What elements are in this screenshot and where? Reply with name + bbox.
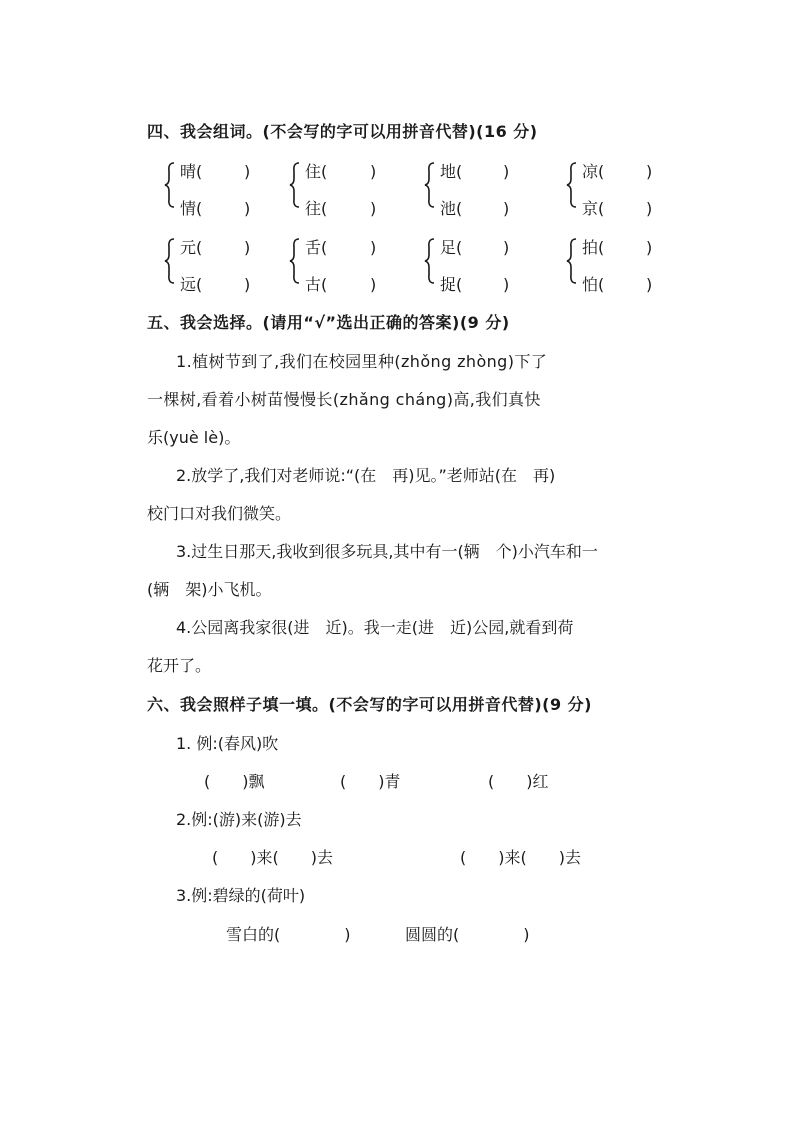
left-brace-icon: [424, 162, 436, 206]
pair-top-char: 住(: [305, 162, 328, 181]
s5-line-9: 花开了。: [147, 656, 212, 675]
pair-top-char: 足(: [440, 238, 463, 257]
s6-ex1-blank-2: ( )青: [340, 772, 401, 791]
pair-top-close-paren: ): [244, 162, 251, 181]
pair-bottom-close-paren: ): [244, 275, 251, 294]
pair-bottom-char: 池(: [440, 199, 463, 218]
pair-top-char: 元(: [180, 238, 203, 257]
s6-ex1-blank-1: ( )飘: [204, 772, 265, 791]
pair-top-close-paren: ): [646, 238, 653, 257]
pair-bottom-char: 远(: [180, 275, 203, 294]
pair-bottom-close-paren: ): [503, 199, 510, 218]
left-brace-icon: [289, 162, 301, 206]
pair-top-close-paren: ): [370, 162, 377, 181]
left-brace-icon: [164, 162, 176, 206]
s6-ex3-blank-1: 雪白的( ): [226, 925, 351, 944]
s6-ex2-blank-1: ( )来( )去: [212, 848, 333, 867]
pair-bottom-close-paren: ): [646, 199, 653, 218]
section4-heading: 四、我会组词。(不会写的字可以用拼音代替)(16 分): [147, 122, 538, 141]
pair-bottom-char: 捉(: [440, 275, 463, 294]
pair-top-char: 舌(: [305, 238, 328, 257]
pair-top-char: 地(: [440, 162, 463, 181]
pair-top-close-paren: ): [503, 162, 510, 181]
pair-bottom-close-paren: ): [646, 275, 653, 294]
s5-line-1: 1.植树节到了,我们在校园里种(zhǒng zhòng)下了: [176, 352, 548, 371]
left-brace-icon: [164, 238, 176, 282]
pair-top-close-paren: ): [503, 238, 510, 257]
s6-ex2-blank-2: ( )来( )去: [460, 848, 581, 867]
pair-bottom-close-paren: ): [370, 199, 377, 218]
left-brace-icon: [566, 238, 578, 282]
left-brace-icon: [566, 162, 578, 206]
pair-bottom-char: 情(: [180, 199, 203, 218]
pair-bottom-char: 京(: [582, 199, 605, 218]
pair-bottom-char: 怕(: [582, 275, 605, 294]
section6-heading: 六、我会照样子填一填。(不会写的字可以用拼音代替)(9 分): [147, 695, 592, 714]
pair-top-char: 晴(: [180, 162, 203, 181]
s6-example-2-label: 2.例:(游)来(游)去: [176, 810, 302, 829]
s6-example-3-label: 3.例:碧绿的(荷叶): [176, 886, 306, 905]
section5-heading: 五、我会选择。(请用“√”选出正确的答案)(9 分): [147, 313, 510, 332]
left-brace-icon: [289, 238, 301, 282]
s5-line-6: 3.过生日那天,我收到很多玩具,其中有一(辆 个)小汽车和一: [176, 542, 598, 561]
pair-top-close-paren: ): [646, 162, 653, 181]
pair-bottom-close-paren: ): [370, 275, 377, 294]
s6-example-1-label: 1. 例:(春风)吹: [176, 734, 279, 753]
pair-top-close-paren: ): [370, 238, 377, 257]
s5-line-2: 一棵树,看着小树苗慢慢长(zhǎng cháng)高,我们真快: [147, 390, 541, 409]
pair-top-char: 拍(: [582, 238, 605, 257]
s5-line-5: 校门口对我们微笑。: [147, 504, 292, 523]
pair-top-close-paren: ): [244, 238, 251, 257]
s5-line-4: 2.放学了,我们对老师说:“(在 再)见。”老师站(在 再): [176, 466, 556, 485]
pair-bottom-close-paren: ): [503, 275, 510, 294]
s6-ex3-blank-2: 圆圆的( ): [405, 925, 530, 944]
s5-line-3: 乐(yuè lè)。: [147, 428, 241, 447]
pair-bottom-close-paren: ): [244, 199, 251, 218]
pair-bottom-char: 往(: [305, 199, 328, 218]
s6-ex1-blank-3: ( )红: [488, 772, 549, 791]
s5-line-7: (辆 架)小飞机。: [147, 580, 272, 599]
pair-bottom-char: 古(: [305, 275, 328, 294]
s5-line-8: 4.公园离我家很(进 近)。我一走(进 近)公园,就看到荷: [176, 618, 574, 637]
left-brace-icon: [424, 238, 436, 282]
pair-top-char: 凉(: [582, 162, 605, 181]
